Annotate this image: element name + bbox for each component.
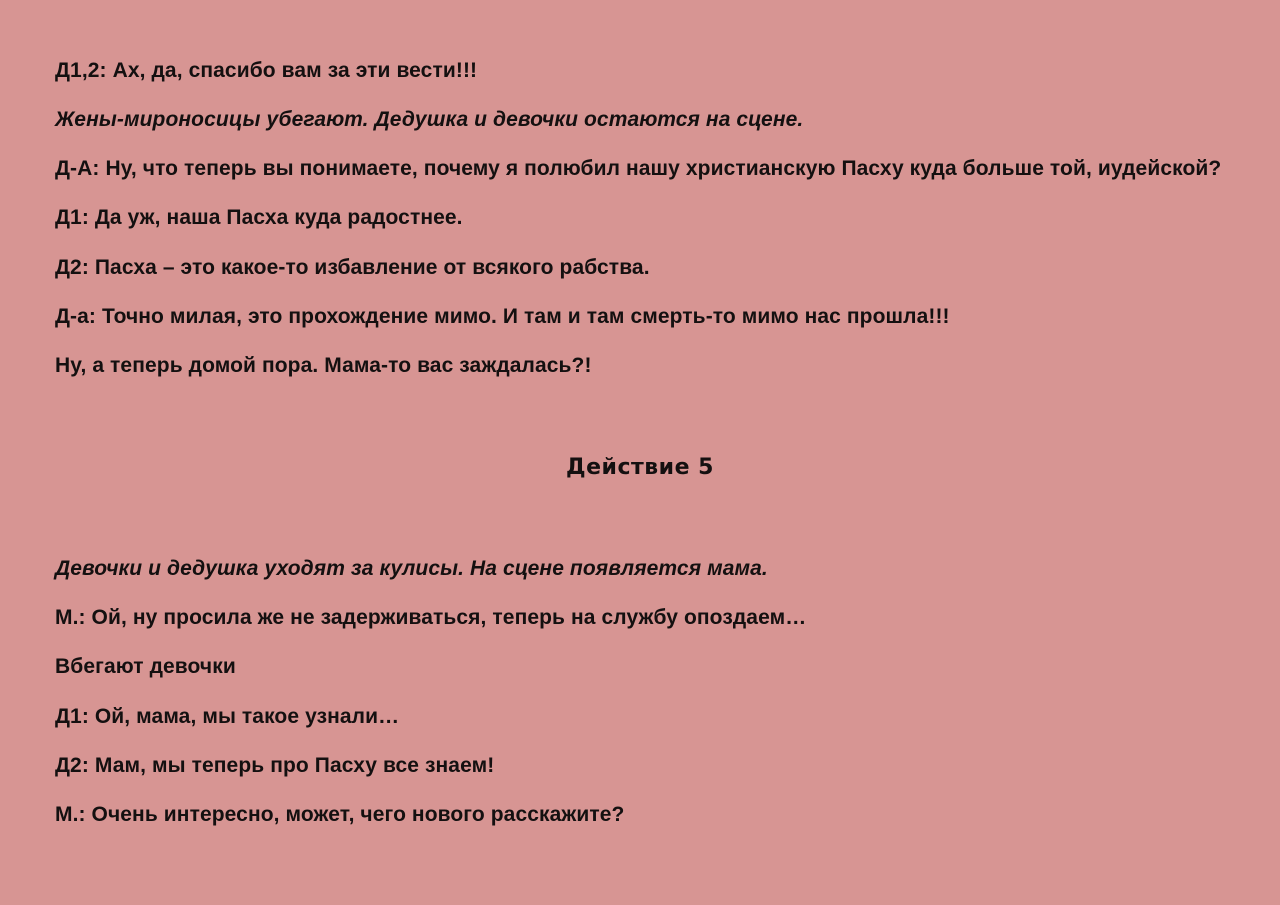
dialogue-line: Д2: Мам, мы теперь про Пасху все знаем! <box>55 754 495 777</box>
section-heading: Действие 5 <box>566 455 714 480</box>
dialogue-line: Ну, а теперь домой пора. Мама-то вас заждалась?! <box>55 354 592 377</box>
dialogue-line: Д1: Да уж, наша Пасха куда радостнее. <box>55 206 463 229</box>
dialogue-line: Д-А: Ну, что теперь вы понимаете, почему я полюбил нашу христианскую Пасху куда больше той, иудейской? <box>55 157 1222 180</box>
dialogue-line: М.: Ой, ну просила же не задерживаться, теперь на службу опоздаем… <box>55 606 807 629</box>
stage-direction: Жены-мироносицы убегают. Дедушка и девочки остаются на сцене. <box>55 108 804 131</box>
dialogue-line: М.: Очень интересно, может, чего нового расскажите? <box>55 803 625 826</box>
stage-direction: Девочки и дедушка уходят за кулисы. На сцене появляется мама. <box>55 557 768 580</box>
dialogue-line: Д1: Ой, мама, мы такое узнали… <box>55 705 400 728</box>
dialogue-line: Д2: Пасха – это какое-то избавление от всякого рабства. <box>55 256 650 279</box>
dialogue-line: Д-а: Точно милая, это прохождение мимо. И там и там смерть-то мимо нас прошла!!! <box>55 305 950 328</box>
stage-direction: Вбегают девочки <box>55 655 236 678</box>
dialogue-line: Д1,2: Ах, да, спасибо вам за эти вести!!! <box>55 59 478 82</box>
